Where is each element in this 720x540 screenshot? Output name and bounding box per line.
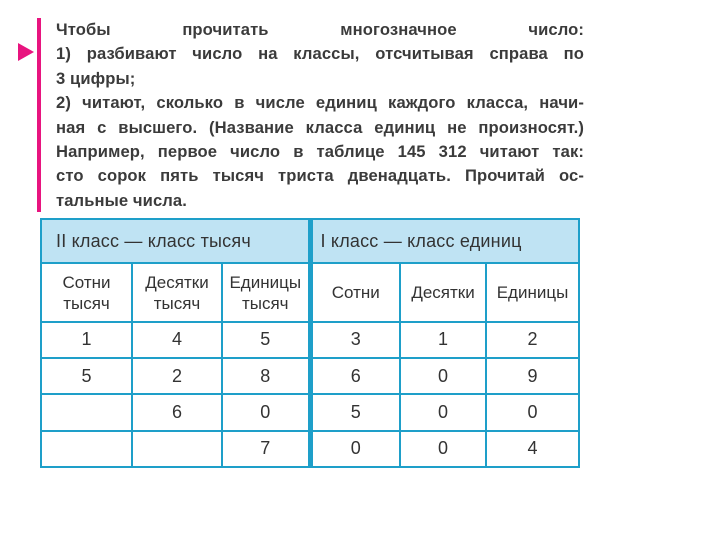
table-cell: 1 [41,322,132,358]
table-cell: 0 [400,431,486,467]
table-row [41,394,579,430]
table-cell: 5 [41,358,132,394]
rule-line: Например, первое число в таблице 145 312 читают так: [56,142,584,162]
table-cell: 2 [132,358,222,394]
rule-line: 1) разбивают число на классы, отсчитывая справа по [56,44,584,64]
table-cell: 0 [310,431,400,467]
rule-line: ная с высшего. (Название класса единиц не произносят.) [56,117,584,137]
table-cell: 0 [222,394,310,430]
table-cell: 7 [222,431,310,467]
rank-header: Десятки [400,263,486,321]
rule-line: Чтобы прочитать многозначное число: [56,20,584,39]
table-cell: 8 [222,358,310,394]
class-header-units: I класс — класс единиц [310,219,579,263]
table-cell: 6 [310,358,400,394]
rule-line: 3 цифры; [56,68,136,88]
table-cell: 0 [400,394,486,430]
class-header-row [41,219,579,263]
triangle-arrow-right-icon [18,43,34,61]
table-cell: 0 [400,358,486,394]
number-classes-table [40,218,580,468]
table-row [41,431,579,467]
table-cell: 5 [222,322,310,358]
table-cell [132,431,222,467]
table-cell [41,431,132,467]
rule-line: сто сорок пять тысяч триста двенадцать. Прочитай ос- [56,166,584,186]
table-cell: 5 [310,394,400,430]
rank-header-row [41,263,579,321]
table-cell: 9 [486,358,579,394]
table-cell: 1 [400,322,486,358]
rank-header: Десятки тысяч [132,263,222,321]
table-cell: 0 [486,394,579,430]
rule-line: 2) читают, сколько в числе единиц каждого класса, начи- [56,93,584,113]
table-cell: 3 [310,322,400,358]
table-row [41,322,579,358]
section-marker-bar [37,18,41,212]
rule-line: тальные числа. [56,190,187,210]
table-cell: 4 [132,322,222,358]
rank-header: Сотни [310,263,400,321]
rank-header: Единицы тысяч [222,263,310,321]
rank-header: Сотни тысяч [41,263,132,321]
class-header-thousands: II класс — класс тысяч [41,219,310,263]
table-row [41,358,579,394]
table-cell: 4 [486,431,579,467]
table-cell [41,394,132,430]
table-cell: 2 [486,322,579,358]
table-cell: 6 [132,394,222,430]
reading-rule-text [56,18,584,213]
rank-header: Единицы [486,263,579,321]
